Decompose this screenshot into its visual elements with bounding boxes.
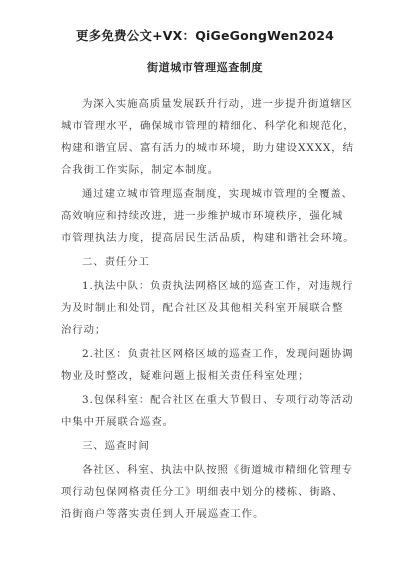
body-line: 2.社区：负责社区网格区域的巡查工作，发现问题协调	[82, 348, 354, 360]
body-line: 物业及时整改，疑难问题上报相关责任科室处理；	[61, 370, 310, 382]
body-line: 通过建立城市管理巡查制度，实现城市管理的全覆盖、	[82, 188, 353, 200]
body-line: 各社区、科室、执法中队按照《街道城市精细化管理专	[82, 464, 353, 476]
body-line: 中集中开展联合巡查。	[61, 416, 174, 428]
body-line: 高效响应和持续改进，进一步维护城市环境秩序，强化城	[61, 210, 344, 222]
body-line: 3.包保科室：配合社区在重大节假日、专项行动等活动	[82, 394, 354, 406]
body-line: 治行动；	[61, 324, 107, 336]
section-heading: 三、巡查时间	[82, 440, 150, 452]
document-title: 街道城市管理巡查制度	[147, 61, 263, 74]
section-heading: 二、责任分工	[82, 256, 150, 268]
body-line: 项行动包保网格责任分工》明细表中划分的楼栋、街路、	[61, 486, 344, 498]
promo-banner: 更多免费公文+VX：QiGeGongWen2024	[75, 28, 335, 43]
body-line: 构建和谐宜居、富有活力的城市环境，助力建设XXXX，结	[61, 142, 354, 154]
body-line: 城市管理水平，确保城市管理的精细化、科学化和规范化，	[61, 120, 355, 132]
body-line: 市管理执法力度，提高居民生活品质，构建和谐社会环境。	[61, 232, 355, 244]
body-line: 沿街商户等落实责任到人开展巡查工作。	[61, 508, 265, 520]
body-line: 为及时制止和处罚，配合社区及其他相关科室开展联合整	[61, 302, 344, 314]
body-line: 为深入实施高质量发展跃升行动，进一步提升街道辖区	[82, 98, 353, 110]
body-line: 合我街工作实际，制定本制度。	[61, 164, 220, 176]
body-line: 1.执法中队：负责执法网格区域的巡查工作，对违规行	[82, 280, 354, 292]
